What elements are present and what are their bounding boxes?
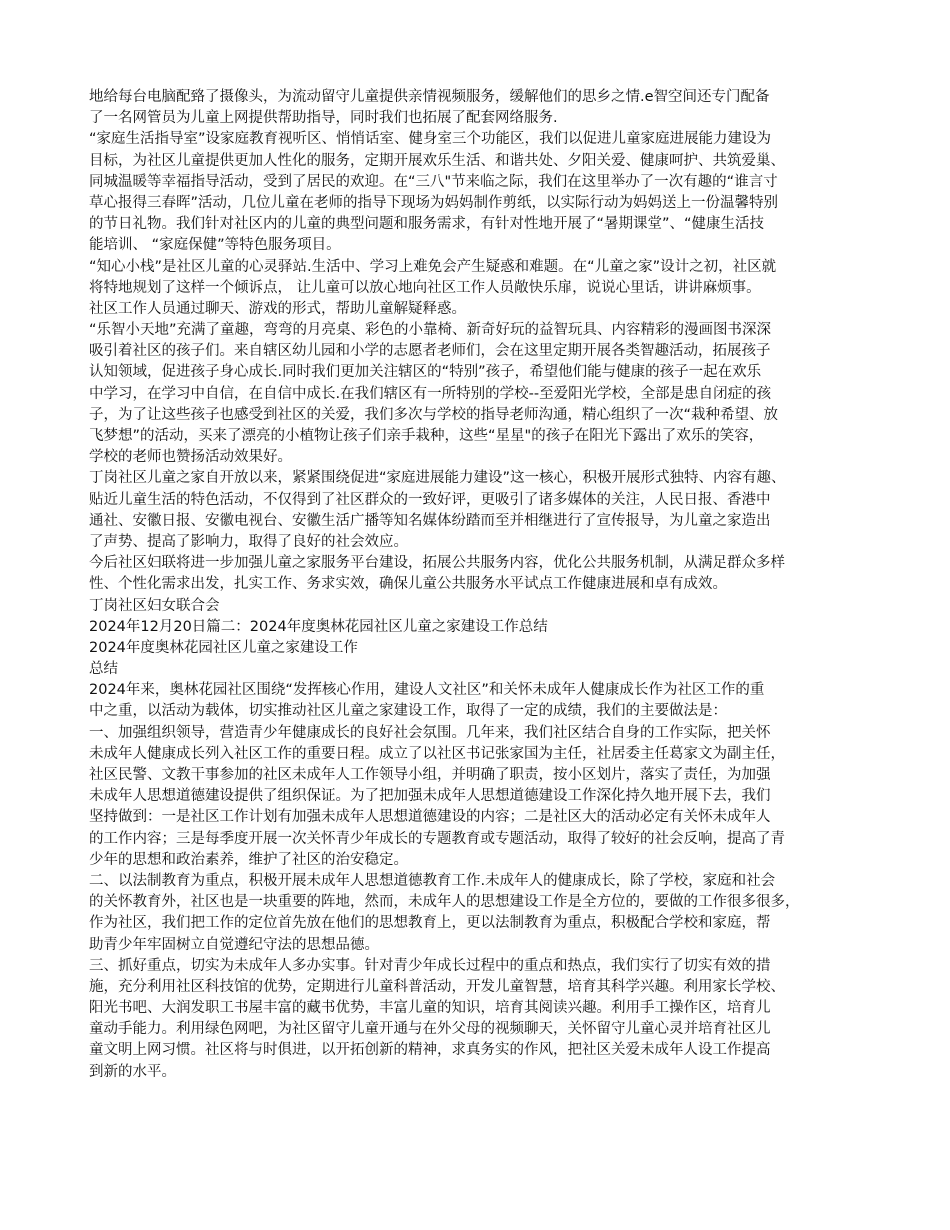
text-line: 了一名网管员为儿童上网提供帮助指导，同时我们也拓展了配套网络服务. — [89, 110, 558, 127]
text-line: 阳光书吧、大润发职工书屋丰富的藏书优势，丰富儿童的知识，培育其阅读兴趣。利用手工操作区，培育儿 — [89, 1000, 771, 1017]
text-line: 吸引着社区的孩子们。来自辖区幼儿园和小学的志愿者老师们，会在这里定期开展各类智趣活动，拓展孩子 — [89, 343, 771, 360]
text-line: 坚持做到：一是社区工作计划有加强未成年人思想道德建设的内容；二是社区大的活动必定有关怀未成年人 — [89, 809, 771, 826]
text-line: 通社、安徽日报、安徽电视台、安徽生活广播等知名媒体纷踏而至并相继进行了宣传报导，为儿童之家造出 — [89, 512, 771, 529]
document-page — [89, 87, 864, 1083]
text-line: 的节日礼物。我们针对社区内的儿童的典型问题和服务需求，有针对性地开展了“暑期课堂”、“健康生活技 — [89, 216, 765, 233]
text-line: 童动手能力。利用绿色网吧，为社区留守儿童开通与在外父母的视频聊天，关怀留守儿童心灵并培育社区儿 — [89, 1021, 771, 1038]
text-line: 性、个性化需求出发，扎实工作、务求实效，确保儿童公共服务水平试点工作健康进展和卓有成效。 — [89, 576, 727, 593]
text-line: 的关怀教育外，社区也是一块重要的阵地，然而，未成年人的思想建设工作是全方位的，要做的工作很多很多， — [89, 894, 800, 911]
text-line: “乐智小天地”充满了童趣，弯弯的月亮桌、彩色的小靠椅、新奇好玩的益智玩具、内容精彩的漫画图书深深 — [89, 322, 772, 339]
text-line: 社区民警、文教干事参加的社区未成年人工作领导小组，并明确了职责，按小区划片，落实了责任，为加强 — [89, 767, 771, 783]
text-line: “家庭生活指导室”设家庭教育视听区、悄悄话室、健身室三个功能区，我们以促进儿童家庭进展能力建设为 — [89, 131, 772, 148]
text-line: 中之重，以活动为载体，切实推动社区儿童之家建设工作，取得了一定的成绩，我们的主要做法是： — [89, 703, 727, 720]
text-line: 三、抓好重点，切实为未成年人多办实事。针对青少年成长过程中的重点和热点，我们实行了切实有效的措 — [89, 957, 771, 974]
text-line: 中学习，在学习中自信，在自信中成长.在我们辖区有一所特别的学校--至爱阳光学校，全部是患自闭症的孩 — [89, 385, 772, 402]
text-line: 未成年人思想道德建设提供了组织保证。为了把加强未成年人思想道德建设工作深化持久地开展下去，我们 — [89, 788, 771, 805]
text-line: 到新的水平。 — [89, 1063, 176, 1080]
text-line: 飞梦想”的活动，买来了漂亮的小植物让孩子们亲手栽种，这些“星星"的孩子在阳光下露出了欢乐的笑容， — [89, 428, 764, 444]
text-line: 同城温暖等幸福指导活动，受到了居民的欢迎。在“三八"节来临之际，我们在这里举办了一次有趣的“谁言寸 — [89, 173, 778, 190]
text-line: 丁岗社区妇女联合会 — [89, 597, 220, 614]
text-line: 目标，为社区儿童提供更加人性化的服务，定期开展欢乐生活、和谐共处、夕阳关爱、健康呵护、共筑爱巢、 — [89, 152, 785, 169]
text-line: 助青少年牢固树立自觉遵纪守法的思想品德。 — [89, 936, 379, 953]
text-line: 丁岗社区儿童之家自开放以来，紧紧围绕促进“家庭进展能力建设”这一核心，积极开展形式独特、内容有趣、 — [89, 470, 786, 487]
text-line: 学校的老师也赞扬活动效果好。 — [89, 449, 292, 466]
text-line: 总结 — [89, 661, 118, 678]
text-line: 子，为了让这些孩子也感受到社区的关爱，我们多次与学校的指导老师沟通，精心组织了一次“栽种希望、放 — [89, 406, 779, 423]
text-line: 地给每台电脑配臵了摄像头，为流动留守儿童提供亲情视频服务，缓解他们的思乡之情.e智空间还专门配备 — [89, 89, 770, 105]
text-line: 少年的思想和政治素养，维护了社区的治安稳定。 — [89, 851, 408, 868]
text-line: 能培训、 “家庭保健”等特色服务项目。 — [89, 237, 341, 254]
text-line: 了声势、提高了影响力，取得了良好的社会效应。 — [89, 533, 408, 550]
text-line: 一、加强组织领导，营造青少年健康成长的良好社会氛围。几年来，我们社区结合自身的工作实际，把关怀 — [89, 724, 771, 741]
text-line: 的工作内容；三是每季度开展一次关怀青少年成长的专题教育或专题活动，取得了较好的社会反响，提高了青 — [89, 830, 785, 847]
text-line: 作为社区，我们把工作的定位首先放在他们的思想教育上，更以法制教育为重点，积极配合学校和家庭，帮 — [89, 915, 771, 932]
text-line: 2024年12月20日篇二：2024年度奥林花园社区儿童之家建设工作总结 — [89, 618, 548, 635]
text-line: 施，充分利用社区科技馆的优势，定期进行儿童科普活动，开发儿童智慧，培育其科学兴趣。利用家长学校、 — [89, 978, 785, 995]
text-line: 认知领域，促进孩子身心成长.同时我们更加关注辖区的“特别”孩子，希望他们能与健康的孩子一起在欢乐 — [89, 364, 762, 381]
text-line: 未成年人健康成长列入社区工作的重要日程。成立了以社区书记张家国为主任，社居委主任葛家文为副主任， — [89, 745, 785, 762]
text-line: 2024年来，奥林花园社区围绕“发挥核心作用，建设人文社区”和关怀未成年人健康成长作为社区工作的重 — [89, 682, 765, 699]
text-line: 社区工作人员通过聊天、游戏的形式，帮助儿童解疑释惑。 — [89, 300, 466, 317]
text-line: 今后社区妇联将进一步加强儿童之家服务平台建设，拓展公共服务内容，优化公共服务机制，从满足群众多样 — [89, 555, 785, 572]
text-line: 2024年度奥林花园社区儿童之家建设工作 — [89, 639, 358, 656]
text-line: “知心小栈”是社区儿童的心灵驿站.生活中、学习上难免会产生疑惑和难题。在“儿童之家”设计之初，社区就 — [89, 258, 777, 275]
text-line: 草心报得三春晖”活动，几位儿童在老师的指导下现场为妈妈制作剪纸，以实际行动为妈妈送上一份温馨特别 — [89, 194, 779, 211]
text-line: 二、以法制教育为重点，积极开展未成年人思想道德教育工作.未成年人的健康成长，除了学校，家庭和社会 — [89, 872, 776, 889]
text-line: 贴近儿童生活的特色活动，不仅得到了社区群众的一致好评，更吸引了诸多媒体的关注，人民日报、香港中 — [89, 491, 771, 508]
text-line: 将特地规划了这样一个倾诉点， 让儿童可以放心地向社区工作人员敞快乐扉，说说心里话，讲讲麻烦事。 — [89, 279, 761, 296]
text-line: 童文明上网习惯。社区将与时俱进，以开拓创新的精神，求真务实的作风，把社区关爱未成年人设工作提高 — [89, 1042, 771, 1059]
